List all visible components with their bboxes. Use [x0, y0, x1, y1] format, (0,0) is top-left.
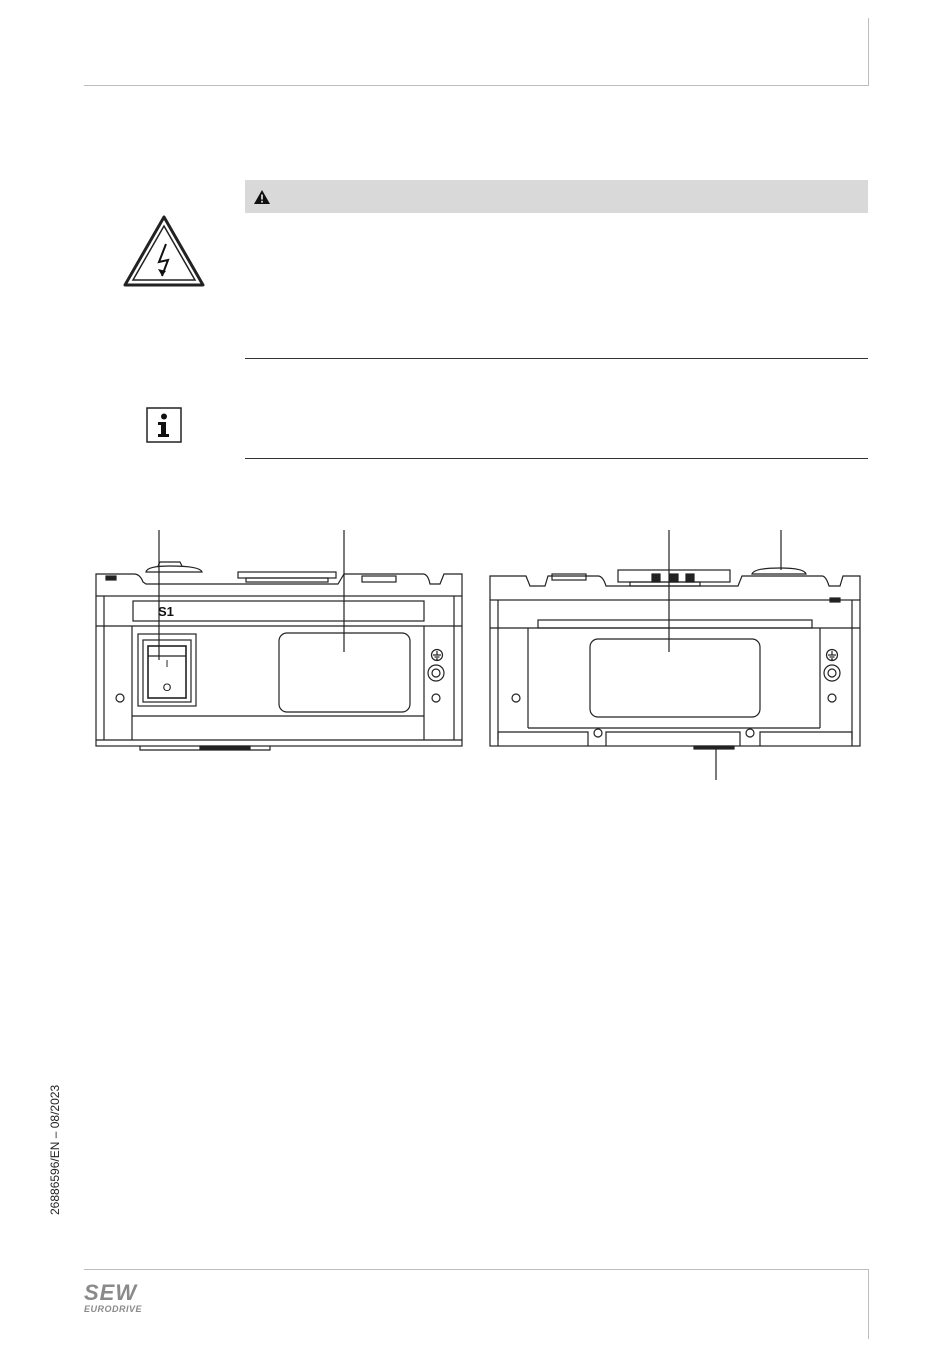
switch-on-mark: I: [165, 659, 169, 670]
warning-triangle-icon: [253, 189, 271, 205]
switch-label: S1: [158, 604, 174, 619]
note-top-rule: [245, 358, 868, 359]
electrical-hazard-icon: [122, 214, 206, 288]
brand-logo: [84, 1282, 154, 1318]
device-drawing: [0, 520, 950, 790]
logo-line-1: SEW: [84, 1280, 138, 1305]
note-bottom-rule: [245, 458, 868, 459]
logo-line-2: EURODRIVE: [84, 1304, 143, 1314]
device-rear-view: [490, 568, 860, 749]
switch-off-mark: O: [162, 682, 172, 694]
document-id: 26886596/EN – 08/2023: [48, 1084, 62, 1215]
device-front-view: [96, 562, 462, 750]
footer-rule: [84, 1269, 869, 1270]
info-icon: [146, 407, 182, 443]
header-margin-rule: [868, 18, 869, 85]
footer-margin-rule: [868, 1269, 869, 1339]
callout-leader-lines: [159, 530, 781, 780]
header-rule: [84, 85, 869, 86]
warning-header-bar: [245, 180, 868, 213]
